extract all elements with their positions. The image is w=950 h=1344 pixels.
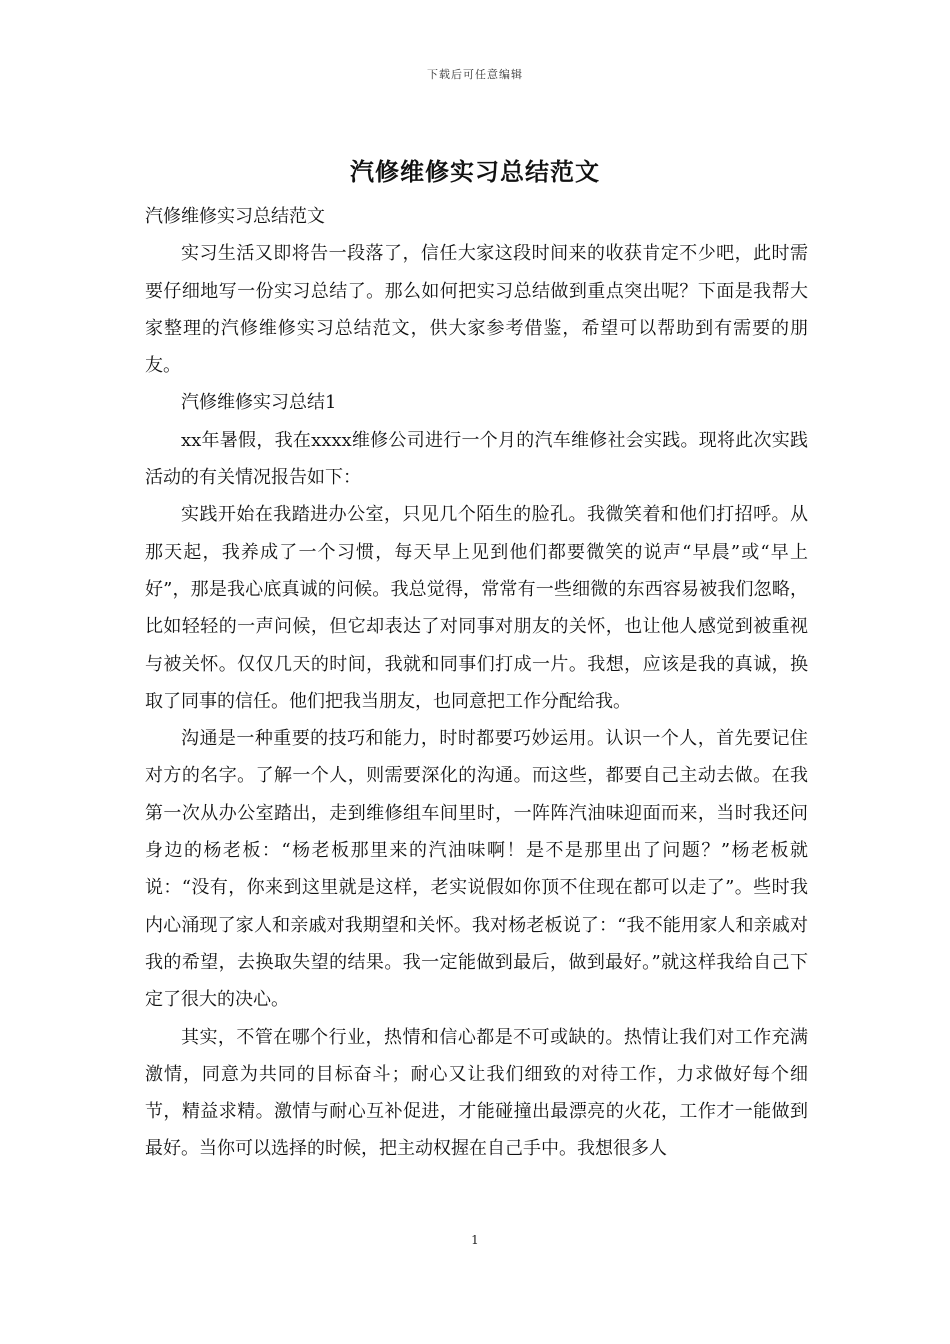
document-body (145, 198, 808, 1168)
intro-paragraph: 实习生活又即将告一段落了，信任大家这段时间来的收获肯定不少吧，此时需要仔细地写一份实习总结了。那么如何把实习总结做到重点突出呢？下面是我帮大家整理的汽修维修实习总结范文，供大家参考借鉴，希望可以帮助到有需要的朋友。 (145, 243, 808, 377)
body-paragraph: 其实，不管在哪个行业，热情和信心都是不可或缺的。热情让我们对工作充满激情，同意为共同的目标奋斗；耐心又让我们细致的对待工作，力求做好每个细节，精益求精。激情与耐心互补促进，才能碰撞出最漂亮的火花，工作才一能做到最好。当你可以选择的时候，把主动权握在自己手中。我想很多人 (145, 1026, 808, 1160)
body-paragraph: 实践开始在我踏进办公室，只见几个陌生的脸孔。我微笑着和他们打招呼。从那天起，我养成了一个习惯，每天早上见到他们都要微笑的说声“早晨”或“早上好”，那是我心底真诚的问候。我总觉得，常常有一些细微的东西容易被我们忽略，比如轻轻的一声问候，但它却表达了对同事对朋友的关怀，也让他人感觉到被重视与被关怀。仅仅几天的时间，我就和同事们打成一片。我想，应该是我的真诚，换取了同事的信任。他们把我当朋友，也同意把工作分配给我。 (145, 504, 808, 712)
document-title: 汽修维修实习总结范文 (350, 157, 600, 186)
body-paragraph: xx年暑假，我在xxxx维修公司进行一个月的汽车维修社会实践。现将此次实践活动的有关情况报告如下： (145, 429, 808, 489)
section-heading: 汽修维修实习总结1 (181, 392, 337, 414)
page-number: 1 (471, 1233, 479, 1247)
header-note: 下载后可任意编辑 (427, 68, 523, 81)
body-paragraph: 沟通是一种重要的技巧和能力，时时都要巧妙运用。认识一个人，首先要记住对方的名字。了解一个人，则需要深化的沟通。而这些，都要自己主动去做。在我第一次从办公室踏出，走到维修组车间里时，一阵阵汽油味迎面而来，当时我还问身边的杨老板：“杨老板那里来的汽油味啊！是不是那里出了问题？”杨老板就说：“没有，你来到这里就是这样，老实说假如你顶不住现在都可以走了”。些时我内心涌现了家人和亲戚对我期望和关怀。我对杨老板说了：“我不能用家人和亲戚对我的希望，去换取失望的结果。我一定能做到最后，做到最好。”就这样我给自己下定了很大的决心。 (145, 728, 808, 1011)
subtitle-paragraph: 汽修维修实习总结范文 (145, 206, 325, 227)
